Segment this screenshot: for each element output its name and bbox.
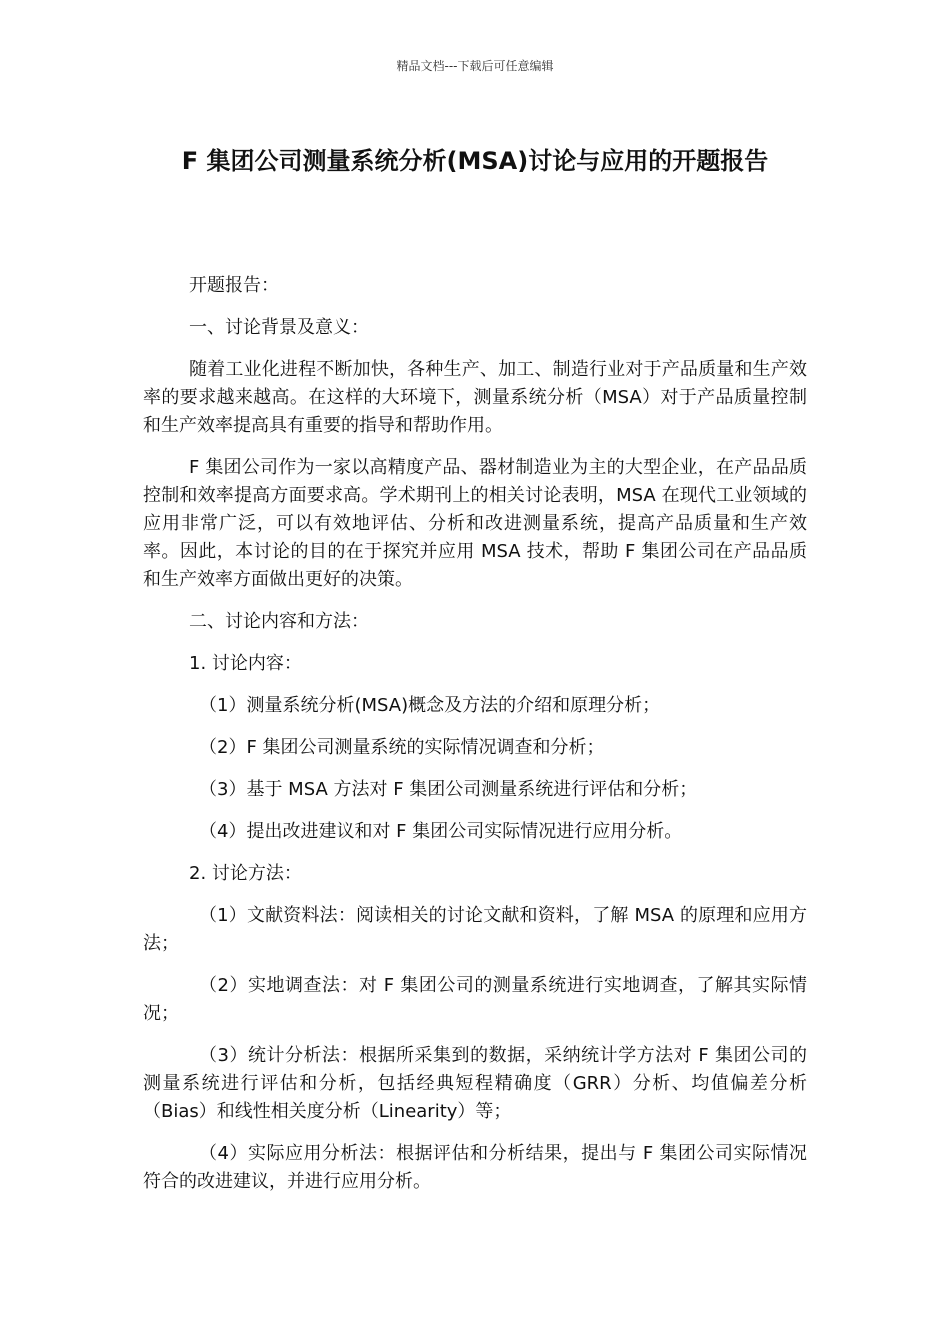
content-item-4: （4）提出改进建议和对 F 集团公司实际情况进行应用分析。 bbox=[199, 821, 683, 842]
method-item-4: （4）实际应用分析法：根据评估和分析结果，提出与 F 集团公司实际情况符合的改进建议，并进行应用分析。 bbox=[143, 1143, 807, 1192]
content-item-2: （2）F 集团公司测量系统的实际情况调查和分析； bbox=[199, 737, 605, 758]
content-item-1: （1）测量系统分析(MSA)概念及方法的介绍和原理分析； bbox=[199, 695, 661, 716]
paragraph-background-1: 随着工业化进程不断加快，各种生产、加工、制造行业对于产品质量和生产效率的要求越来越高。在这样的大环境下，测量系统分析（MSA）对于产品质量控制和生产效率提高具有重要的指导和帮助作用。 bbox=[143, 359, 807, 436]
paragraph-background-2: F 集团公司作为一家以高精度产品、器材制造业为主的大型企业，在产品品质控制和效率提高方面要求高。学术期刊上的相关讨论表明，MSA 在现代工业领域的应用非常广泛，可以有效地评估、分析和改进测量系统，提高产品质量和生产效率。因此，本讨论的目的在于探究并应用 MSA 技术，帮助 F 集团公司在产品品质和生产效率方面做出更好的决策。 bbox=[143, 457, 807, 590]
subheading-content: 1. 讨论内容： bbox=[189, 653, 302, 674]
section-heading-content-method: 二、讨论内容和方法： bbox=[189, 611, 369, 632]
section-heading-background: 一、讨论背景及意义： bbox=[189, 317, 369, 338]
method-item-3: （3）统计分析法：根据所采集到的数据，采纳统计学方法对 F 集团公司的测量系统进行评估和分析，包括经典短程精确度（GRR）分析、均值偏差分析（Bias）和线性相关度分析（Linearity）等； bbox=[143, 1045, 807, 1122]
method-item-1: （1）文献资料法：阅读相关的讨论文献和资料，了解 MSA 的原理和应用方法； bbox=[143, 905, 807, 954]
document-body bbox=[143, 272, 807, 1210]
method-item-2: （2）实地调查法：对 F 集团公司的测量系统进行实地调查，了解其实际情况； bbox=[143, 975, 807, 1024]
document-title: F 集团公司测量系统分析(MSA)讨论与应用的开题报告 bbox=[181, 147, 769, 175]
page-header-note: 精品文档---下载后可任意编辑 bbox=[396, 59, 554, 73]
paragraph-report-heading: 开题报告： bbox=[189, 275, 279, 296]
subheading-method: 2. 讨论方法： bbox=[189, 863, 302, 884]
content-item-3: （3）基于 MSA 方法对 F 集团公司测量系统进行评估和分析； bbox=[199, 779, 698, 800]
